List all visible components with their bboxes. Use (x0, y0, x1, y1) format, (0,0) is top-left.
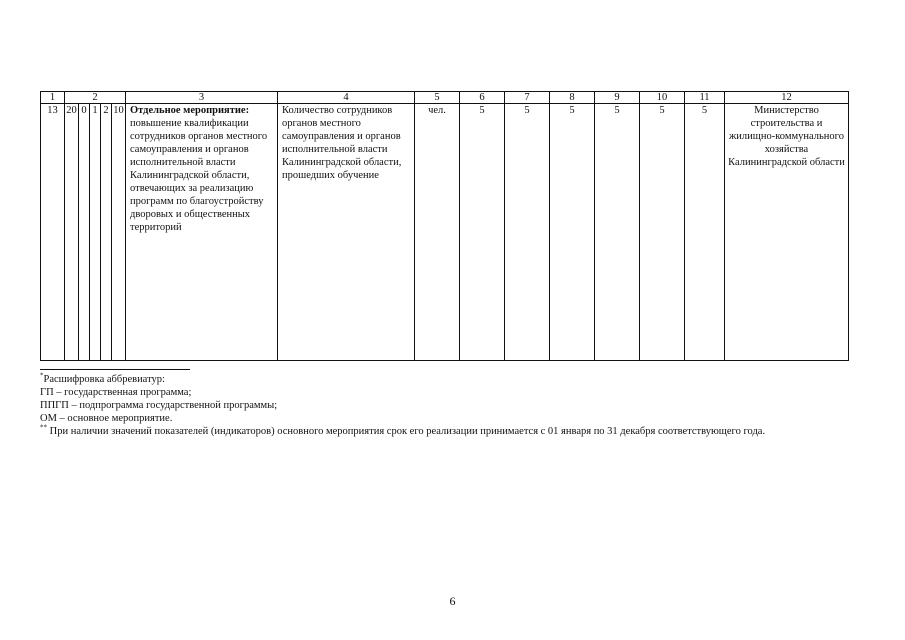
value-cell-8: 5 (550, 104, 595, 361)
footnote-line-2: ГП – государственная программа; (40, 387, 192, 398)
footnotes (40, 369, 860, 438)
header-cell-6: 6 (460, 92, 505, 104)
measures-table (40, 91, 849, 361)
code-cell-2: 20 (65, 104, 79, 361)
code-cell-4: 1 (90, 104, 101, 361)
footnote-mark-2: ** (40, 423, 47, 432)
header-cell-1: 1 (41, 92, 65, 104)
header-row (41, 92, 849, 104)
header-cell-9: 9 (595, 92, 640, 104)
value-cell-9: 5 (595, 104, 640, 361)
responsible-cell: Министерство строительства и жилищно-коммунального хозяйства Калининградской области (725, 104, 849, 361)
table-row (41, 104, 849, 361)
footnote-line-1: Расшифровка аббревиатур: (43, 374, 165, 385)
header-cell-5: 5 (415, 92, 460, 104)
header-cell-11: 11 (685, 92, 725, 104)
footnote-line-3: ППГП – подпрограмма государственной программы; (40, 400, 278, 411)
header-cell-3: 3 (126, 92, 278, 104)
value-cell-7: 5 (505, 104, 550, 361)
measure-description: повышение квалификации сотрудников органов местного самоуправления и органов исполнительной власти Калининградской области, отвечающих за реализацию программ по благоустройству дворовых и общественных территорий (130, 118, 268, 233)
footnote-line-5: При наличии значений показателей (индикаторов) основного мероприятия срок его реализации принимается с 01 января по 31 декабря соответствующего года. (47, 426, 766, 437)
measure-name-cell (126, 104, 278, 361)
footnote-mark-1: * (40, 371, 44, 380)
footnote-abbrev-heading (40, 373, 860, 386)
header-cell-4: 4 (278, 92, 415, 104)
code-cell-1: 13 (41, 104, 65, 361)
header-cell-12: 12 (725, 92, 849, 104)
value-cell-11: 5 (685, 104, 725, 361)
value-cell-6: 5 (460, 104, 505, 361)
code-cell-5: 2 (101, 104, 112, 361)
header-cell-7: 7 (505, 92, 550, 104)
header-cell-2: 2 (65, 92, 126, 104)
header-cell-10: 10 (640, 92, 685, 104)
value-cell-10: 5 (640, 104, 685, 361)
code-cell-3: 0 (79, 104, 90, 361)
indicator-cell: Количество сотрудников органов местного самоуправления и органов исполнительной власти Калининградской области, прошедших обучение (278, 104, 415, 361)
page-number: 6 (449, 594, 456, 608)
footnote-line-4: ОМ – основное мероприятие. (40, 413, 173, 424)
code-cell-6: 10 (112, 104, 126, 361)
header-cell-8: 8 (550, 92, 595, 104)
unit-cell: чел. (415, 104, 460, 361)
measure-title: Отдельное мероприятие: (130, 105, 250, 116)
footnote-period-note (40, 425, 860, 438)
